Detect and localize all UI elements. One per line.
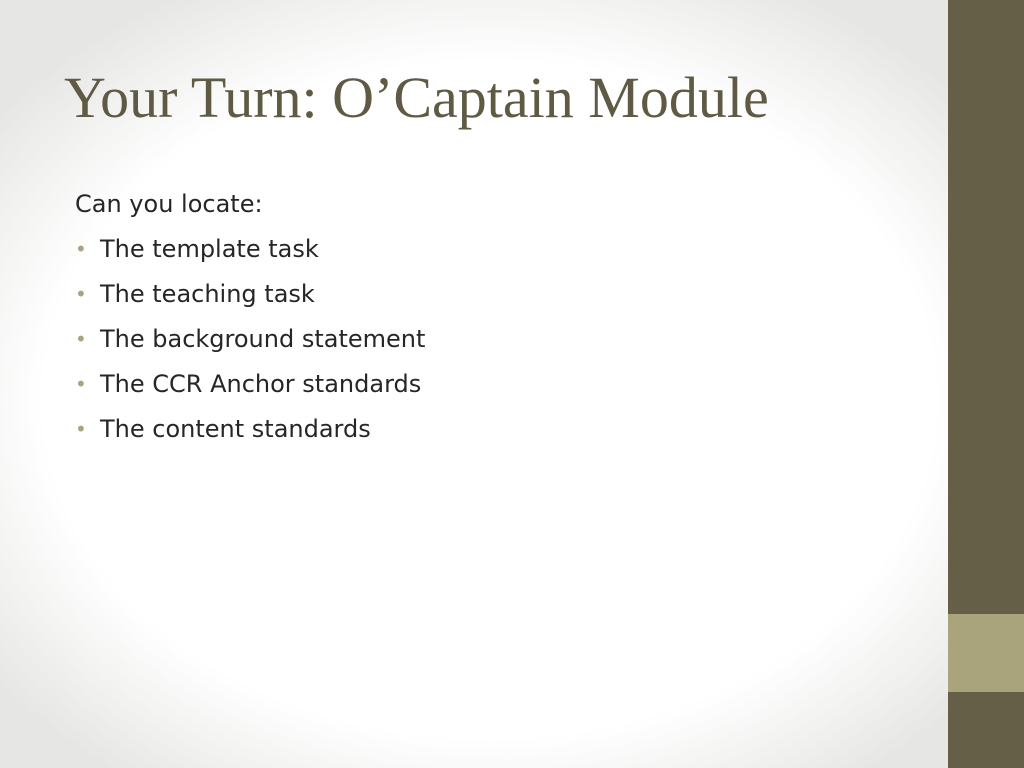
- side-bar-accent-segment: [948, 614, 1024, 692]
- bullet-item-ccr-anchor-standards: [75, 366, 915, 411]
- bullet-dot-icon: •: [75, 237, 87, 261]
- slide-title: Your Turn: O’Captain Module: [64, 65, 769, 130]
- bullet-item-background-statement: [75, 321, 915, 366]
- slide-body: [75, 186, 915, 456]
- bullet-dot-icon: •: [75, 327, 87, 351]
- bullet-dot-icon: •: [75, 372, 87, 396]
- side-bar-bottom-segment: [948, 692, 1024, 768]
- bullet-text: The teaching task: [100, 280, 315, 308]
- bullet-list: [75, 231, 915, 456]
- bullet-text: The background statement: [100, 325, 426, 353]
- decorative-side-bar: [948, 0, 1024, 768]
- bullet-text: The content standards: [100, 415, 371, 443]
- bullet-item-template-task: [75, 231, 915, 276]
- bullet-dot-icon: •: [75, 417, 87, 441]
- bullet-item-content-standards: [75, 411, 915, 456]
- bullet-text: The template task: [100, 235, 319, 263]
- bullet-text: The CCR Anchor standards: [100, 370, 422, 398]
- bullet-dot-icon: •: [75, 282, 87, 306]
- bullet-item-teaching-task: [75, 276, 915, 321]
- intro-text: Can you locate:: [75, 190, 263, 218]
- side-bar-top-segment: [948, 0, 1024, 614]
